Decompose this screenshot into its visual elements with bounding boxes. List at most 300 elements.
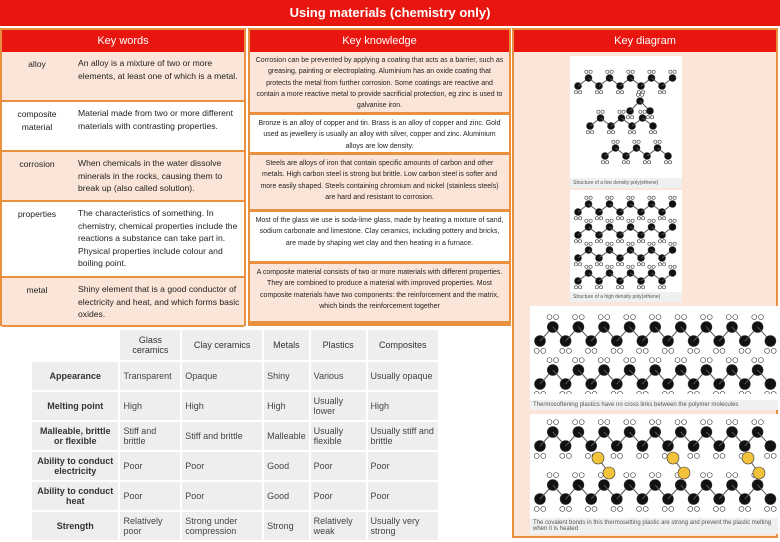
ldpe-structure-image (570, 56, 682, 176)
table-column-header: Glass ceramics (120, 330, 180, 360)
thermosetting-diagram (530, 414, 778, 534)
hydrogen-atom (585, 506, 590, 511)
hydrogen-atom (624, 420, 629, 425)
hydrogen-atom (579, 217, 582, 220)
hydrogen-atom (758, 315, 763, 320)
hydrogen-atom (654, 140, 657, 143)
table-cell: Poor (182, 452, 262, 480)
hydrogen-atom (765, 506, 770, 511)
hydrogen-atom (663, 240, 666, 243)
table-cell: Relatively poor (120, 512, 180, 540)
hydrogen-atom (726, 358, 731, 363)
table-cell: Relatively weak (311, 512, 366, 540)
hydrogen-atom (771, 348, 776, 353)
hydrogen-atom (534, 506, 539, 511)
table-cell: Poor (182, 482, 262, 510)
hydrogen-atom (720, 391, 725, 394)
hydrogen-atom (669, 242, 672, 245)
hydrogen-atom (642, 217, 645, 220)
key-word-row (2, 202, 244, 278)
table-cell: Strong (264, 512, 309, 540)
hydrogen-atom (752, 358, 757, 363)
hydrogen-atom (589, 70, 592, 73)
hydrogen-atom (733, 358, 738, 363)
hydrogen-atom (611, 348, 616, 353)
hydrogen-atom (648, 161, 651, 164)
hydrogen-atom (589, 196, 592, 199)
hydrogen-atom (643, 348, 648, 353)
key-word-term: alloy (28, 59, 46, 69)
hydrogen-atom (579, 315, 584, 320)
key-word-row (2, 152, 244, 202)
hydrogen-atom (643, 161, 646, 164)
hydrogen-atom (554, 358, 559, 363)
key-knowledge-panel (248, 28, 511, 326)
hydrogen-atom (673, 196, 676, 199)
hydrogen-atom (621, 240, 624, 243)
key-word-definition: Shiny element that is a good conductor of electricity and heat, and which forms basic oxides. (78, 284, 240, 319)
hydrogen-atom (662, 453, 667, 458)
table-cell: Stiff and brittle (120, 422, 180, 450)
hydrogen-atom (541, 453, 546, 458)
table-row (32, 392, 438, 420)
hdpe-structure-image (570, 190, 682, 290)
table-cell: High (264, 392, 309, 420)
table-cell: Poor (311, 482, 366, 510)
hydrogen-atom (669, 506, 674, 511)
hydrogen-atom (669, 265, 672, 268)
hydrogen-atom (637, 240, 640, 243)
hydrogen-atom (642, 263, 645, 266)
table-row-header: Melting point (32, 392, 118, 420)
hydrogen-atom (616, 240, 619, 243)
hydrogen-atom (720, 506, 725, 511)
hydrogen-atom (746, 506, 751, 511)
key-word-definition: When chemicals in the water dissolve minerals in the rocks, causing them to break up (also called solution). (78, 158, 223, 193)
hydrogen-atom (610, 219, 613, 222)
carbon-atom (665, 153, 672, 160)
hydrogen-atom (618, 453, 623, 458)
hydrogen-atom (534, 453, 539, 458)
diagram-caption: Structure of a low density poly(ethene) (570, 178, 682, 188)
hydrogen-atom (673, 219, 676, 222)
key-words-header: Key words (2, 30, 244, 52)
hydrogen-atom (765, 453, 770, 458)
hydrogen-atom (720, 348, 725, 353)
hydrogen-atom (616, 140, 619, 143)
hydrogen-atom (598, 473, 603, 478)
carbon-atom (765, 336, 776, 347)
carbon-atom (669, 224, 676, 231)
carbon-atom (765, 441, 776, 452)
hydrogen-atom (606, 242, 609, 245)
hydrogen-atom (694, 453, 699, 458)
hydrogen-atom (621, 286, 624, 289)
hydrogen-atom (595, 240, 598, 243)
hydrogen-atom (673, 70, 676, 73)
hydrogen-atom (663, 217, 666, 220)
hydrogen-atom (627, 70, 630, 73)
hydrogen-atom (579, 240, 582, 243)
key-knowledge-item: A composite material consists of two or more materials with different properties. They are combined to produce a material with improved properties. Most composite materials have two components: the reinforcement and the matrix, which binds the reinforcement together (250, 264, 509, 324)
hydrogen-atom (642, 286, 645, 289)
hydrogen-atom (707, 358, 712, 363)
hydrogen-atom (573, 473, 578, 478)
page-title: Using materials (chemistry only) (0, 0, 780, 26)
hydrogen-atom (652, 265, 655, 268)
hydrogen-atom (626, 116, 629, 119)
hydrogen-atom (547, 420, 552, 425)
hydrogen-atom (573, 315, 578, 320)
table-cell: Usually stiff and brittle (368, 422, 438, 450)
hydrogen-atom (675, 420, 680, 425)
hydrogen-atom (585, 242, 588, 245)
hydrogen-atom (765, 391, 770, 394)
hydrogen-atom (630, 420, 635, 425)
hydrogen-atom (618, 391, 623, 394)
hydrogen-atom (585, 219, 588, 222)
hydrogen-atom (554, 315, 559, 320)
hydrogen-atom (621, 263, 624, 266)
table-cell: Malleable (264, 422, 309, 450)
hydrogen-atom (547, 315, 552, 320)
hydrogen-atom (618, 348, 623, 353)
hydrogen-atom (649, 315, 654, 320)
key-words-panel (0, 28, 246, 326)
hydrogen-atom (616, 91, 619, 94)
key-word-definition: An alloy is a mixture of two or more elements, at least one of which is a metal. (78, 58, 238, 81)
hydrogen-atom (592, 506, 597, 511)
hydrogen-atom (606, 196, 609, 199)
hydrogen-atom (648, 242, 651, 245)
hydrogen-atom (606, 70, 609, 73)
hydrogen-atom (642, 240, 645, 243)
hydrogen-atom (605, 420, 610, 425)
hydrogen-atom (701, 473, 706, 478)
hydrogen-atom (701, 420, 706, 425)
hydrogen-atom (566, 453, 571, 458)
hydrogen-atom (600, 217, 603, 220)
hydrogen-atom (606, 161, 609, 164)
table-row-header: Malleable, brittle or flexible (32, 422, 118, 450)
key-word-term: composite material (17, 109, 57, 132)
hydrogen-atom (560, 348, 565, 353)
table-cell: Usually lower (311, 392, 366, 420)
hydrogen-atom (579, 420, 584, 425)
hydrogen-atom (560, 391, 565, 394)
hydrogen-atom (643, 506, 648, 511)
hydrogen-atom (713, 391, 718, 394)
hydrogen-atom (610, 265, 613, 268)
hydrogen-atom (630, 315, 635, 320)
table-cell: Opaque (182, 362, 262, 390)
hydrogen-atom (652, 70, 655, 73)
hydrogen-atom (579, 473, 584, 478)
hydrogen-atom (758, 358, 763, 363)
hydrogen-atom (663, 263, 666, 266)
hydrogen-atom (669, 219, 672, 222)
hydrogen-atom (746, 391, 751, 394)
hydrogen-atom (652, 219, 655, 222)
hydrogen-atom (585, 391, 590, 394)
hydrogen-atom (739, 348, 744, 353)
hydrogen-atom (624, 473, 629, 478)
hydrogen-atom (639, 110, 642, 113)
carbon-atom (650, 123, 657, 130)
hydrogen-atom (560, 506, 565, 511)
hydrogen-atom (631, 242, 634, 245)
hydrogen-atom (624, 315, 629, 320)
hydrogen-atom (554, 420, 559, 425)
hydrogen-atom (633, 131, 636, 134)
diagram-caption: Thermosoftening plastics have no cross links between the polymer molecules (530, 400, 778, 410)
hydrogen-atom (658, 240, 661, 243)
hydrogen-atom (713, 348, 718, 353)
hydrogen-atom (592, 391, 597, 394)
key-knowledge-item: Bronze is an alloy of copper and tin. Brass is an alloy of copper and zinc. Gold used as jewellery is usually an alloy with silver, copper and zinc. Aluminium alloys are low density. (250, 115, 509, 155)
hydrogen-atom (627, 265, 630, 268)
hydrogen-atom (574, 240, 577, 243)
hydrogen-atom (654, 131, 657, 134)
hydrogen-atom (656, 473, 661, 478)
hydrogen-atom (673, 265, 676, 268)
hydrogen-atom (630, 473, 635, 478)
hydrogen-atom (771, 453, 776, 458)
ldpe-diagram (570, 56, 682, 188)
hydrogen-atom (566, 506, 571, 511)
hydrogen-atom (595, 91, 598, 94)
hydrogen-atom (606, 265, 609, 268)
hydrogen-atom (605, 315, 610, 320)
table-row-header: Appearance (32, 362, 118, 390)
hydrogen-atom (621, 217, 624, 220)
hydrogen-atom (662, 506, 667, 511)
table-column-header: Composites (368, 330, 438, 360)
hydrogen-atom (631, 265, 634, 268)
hydrogen-atom (662, 391, 667, 394)
hydrogen-atom (616, 263, 619, 266)
hydrogen-atom (656, 315, 661, 320)
hydrogen-atom (534, 348, 539, 353)
table-row-header: Strength (32, 512, 118, 540)
hydrogen-atom (752, 315, 757, 320)
hydrogen-atom (541, 348, 546, 353)
hydrogen-atom (656, 358, 661, 363)
table-cell: Usually opaque (368, 362, 438, 390)
diagram-caption: The covalent bonds in this thermosetting plastic are strong and prevent the plastic melting when it is heated (530, 518, 778, 534)
hydrogen-atom (589, 242, 592, 245)
hydrogen-atom (675, 358, 680, 363)
table-row (32, 482, 438, 510)
hydrogen-atom (694, 506, 699, 511)
hydrogen-atom (574, 217, 577, 220)
cross-link-atom (603, 467, 615, 479)
hydrogen-atom (631, 219, 634, 222)
hydrogen-atom (612, 131, 615, 134)
hydrogen-atom (648, 219, 651, 222)
hydrogen-atom (592, 348, 597, 353)
hydrogen-atom (616, 217, 619, 220)
hydrogen-atom (663, 286, 666, 289)
hydrogen-atom (701, 358, 706, 363)
hydrogen-atom (554, 473, 559, 478)
hydrogen-atom (720, 453, 725, 458)
hydrogen-atom (707, 420, 712, 425)
hydrogen-atom (628, 131, 631, 134)
table-row-header: Ability to conduct electricity (32, 452, 118, 480)
hydrogen-atom (707, 473, 712, 478)
hydrogen-atom (652, 242, 655, 245)
hydrogen-atom (618, 506, 623, 511)
hydrogen-atom (658, 286, 661, 289)
carbon-atom (765, 379, 776, 390)
hydrogen-atom (598, 315, 603, 320)
table-row (32, 362, 438, 390)
hydrogen-atom (739, 391, 744, 394)
hydrogen-atom (606, 219, 609, 222)
materials-properties-table (30, 328, 440, 542)
hydrogen-atom (658, 140, 661, 143)
hydrogen-atom (726, 315, 731, 320)
table-column-header: Clay ceramics (182, 330, 262, 360)
table-row-header: Ability to conduct heat (32, 482, 118, 510)
hydrogen-atom (649, 131, 652, 134)
table-row (32, 512, 438, 540)
hydrogen-atom (574, 263, 577, 266)
hydrogen-atom (739, 506, 744, 511)
hydrogen-atom (682, 315, 687, 320)
hydrogen-atom (600, 286, 603, 289)
hydrogen-atom (673, 242, 676, 245)
hydrogen-atom (646, 116, 649, 119)
key-word-definition: The characteristics of something. In chemistry, chemical properties include the reactions a substance can take part in. Physical properties include colour and boiling point. (78, 208, 238, 268)
hydrogen-atom (643, 453, 648, 458)
hydrogen-atom (669, 161, 672, 164)
carbon-atom (669, 270, 676, 277)
hydrogen-atom (631, 116, 634, 119)
hydrogen-atom (624, 358, 629, 363)
hydrogen-atom (662, 348, 667, 353)
hydrogen-atom (637, 506, 642, 511)
hdpe-diagram (570, 190, 682, 302)
hydrogen-atom (669, 348, 674, 353)
hydrogen-atom (701, 315, 706, 320)
hydrogen-atom (595, 217, 598, 220)
hydrogen-atom (771, 391, 776, 394)
hydrogen-atom (694, 391, 699, 394)
hydrogen-atom (566, 348, 571, 353)
hydrogen-atom (598, 420, 603, 425)
hydrogen-atom (648, 70, 651, 73)
hydrogen-atom (713, 506, 718, 511)
hydrogen-atom (694, 348, 699, 353)
hydrogen-atom (573, 358, 578, 363)
hydrogen-atom (688, 348, 693, 353)
hydrogen-atom (733, 473, 738, 478)
hydrogen-atom (541, 391, 546, 394)
hydrogen-atom (589, 265, 592, 268)
cross-link-atom (753, 467, 765, 479)
table-cell: Usually flexible (311, 422, 366, 450)
hydrogen-atom (547, 473, 552, 478)
cross-link-atom (742, 452, 754, 464)
hydrogen-atom (605, 358, 610, 363)
hydrogen-atom (637, 217, 640, 220)
key-word-definition: Material made from two or more different materials with contrasting properties. (78, 108, 234, 131)
hydrogen-atom (637, 286, 640, 289)
hydrogen-atom (574, 286, 577, 289)
cross-link-atom (592, 452, 604, 464)
table-cell: High (120, 392, 180, 420)
hydrogen-atom (627, 196, 630, 199)
hydrogen-atom (752, 420, 757, 425)
hydrogen-atom (658, 263, 661, 266)
hydrogen-atom (649, 420, 654, 425)
carbon-atom (669, 75, 676, 82)
hydrogen-atom (765, 348, 770, 353)
carbon-atom (669, 247, 676, 254)
hydrogen-atom (610, 242, 613, 245)
hydrogen-atom (637, 453, 642, 458)
hydrogen-atom (579, 91, 582, 94)
hydrogen-atom (675, 315, 680, 320)
hydrogen-atom (648, 265, 651, 268)
table-column-header: Plastics (311, 330, 366, 360)
hydrogen-atom (637, 140, 640, 143)
hydrogen-atom (669, 196, 672, 199)
hydrogen-atom (658, 217, 661, 220)
hydrogen-atom (610, 196, 613, 199)
table-cell: Good (264, 482, 309, 510)
table-cell: Poor (120, 452, 180, 480)
hydrogen-atom (600, 263, 603, 266)
hydrogen-atom (611, 506, 616, 511)
carbon-atom (647, 108, 654, 115)
hydrogen-atom (598, 358, 603, 363)
hydrogen-atom (649, 358, 654, 363)
hydrogen-atom (585, 265, 588, 268)
hydrogen-atom (733, 315, 738, 320)
hydrogen-atom (663, 91, 666, 94)
table-corner (32, 330, 118, 360)
hydrogen-atom (566, 391, 571, 394)
table-row (32, 452, 438, 480)
hydrogen-atom (574, 91, 577, 94)
hydrogen-atom (627, 242, 630, 245)
hydrogen-atom (600, 91, 603, 94)
hydrogen-atom (631, 70, 634, 73)
hydrogen-atom (633, 140, 636, 143)
hydrogen-atom (585, 196, 588, 199)
hydrogen-atom (610, 70, 613, 73)
hydrogen-atom (746, 348, 751, 353)
hydrogen-atom (641, 93, 644, 96)
hydrogen-atom (630, 358, 635, 363)
table-column-header: Metals (264, 330, 309, 360)
hydrogen-atom (637, 391, 642, 394)
table-cell: Good (264, 452, 309, 480)
table-row (32, 422, 438, 450)
hydrogen-atom (585, 70, 588, 73)
hydrogen-atom (636, 93, 639, 96)
hydrogen-atom (707, 315, 712, 320)
key-knowledge-item: Steels are alloys of iron that contain specific amounts of carbon and other metals. High carbon steel is strong but brittle. Low carbon steel is softer and more easily shaped. Steels containing chromium and nickel (stainless steels) are hard and resistant to corrosion. (250, 155, 509, 212)
hydrogen-atom (601, 161, 604, 164)
hydrogen-atom (651, 116, 654, 119)
key-word-row (2, 52, 244, 102)
hydrogen-atom (611, 453, 616, 458)
hydrogen-atom (586, 131, 589, 134)
